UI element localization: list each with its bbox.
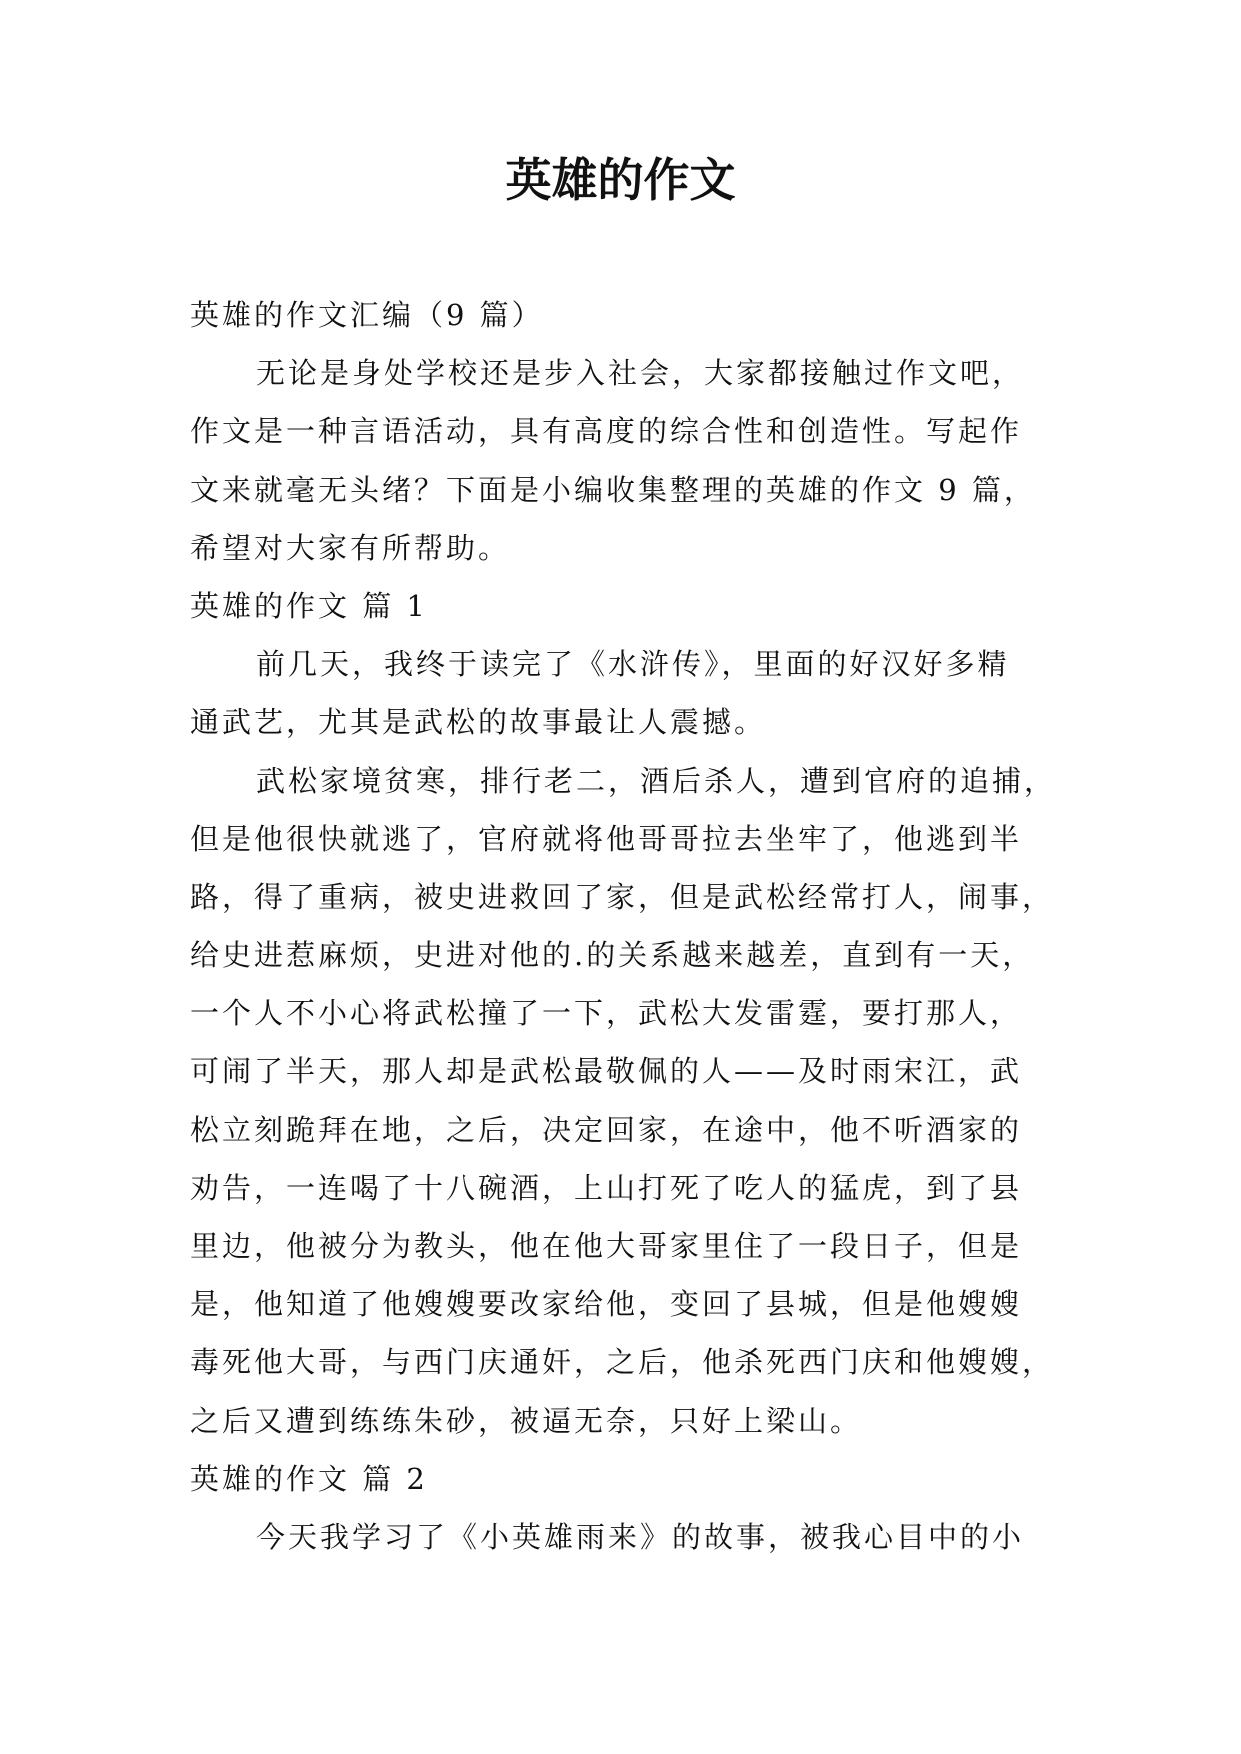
text-line: 一个人不小心将武松撞了一下，武松大发雷霆，要打那人， [190, 996, 1023, 1031]
text-line: 英雄的作文汇编（9 篇） [190, 298, 544, 332]
text-line: 松立刻跪拜在地，之后，决定回家，在途中，他不听酒家的 [190, 1112, 1023, 1147]
text-line: 文来就毫无头绪？下面是小编收集整理的英雄的作文 9 篇， [190, 472, 1036, 507]
text-line: 之后又遭到练练朱砂，被逼无奈，只好上梁山。 [190, 1403, 863, 1438]
text-line: 劝告，一连喝了十八碗酒，上山打死了吃人的猛虎，到了县 [190, 1170, 1023, 1205]
text-line: 路，得了重病，被史进救回了家，但是武松经常打人，闹事， [190, 879, 1055, 914]
text-line: 可闹了半天，那人却是武松最敬佩的人——及时雨宋江，武 [190, 1054, 1023, 1089]
text-line: 但是他很快就逃了，官府就将他哥哥拉去坐牢了，他逃到半 [190, 821, 1023, 856]
text-line: 给史进惹麻烦，史进对他的.的关系越来越差，直到有一天， [190, 938, 1035, 973]
text-line: 无论是身处学校还是步入社会，大家都接触过作文吧， [256, 356, 1025, 391]
text-line: 今天我学习了《小英雄雨来》的故事，被我心目中的小 [256, 1519, 1025, 1554]
text-line: 英雄的作文 篇 2 [190, 1461, 428, 1496]
text-line: 毒死他大哥，与西门庆通奸，之后，他杀死西门庆和他嫂嫂， [190, 1345, 1055, 1380]
text-line: 希望对大家有所帮助。 [190, 530, 511, 565]
document-body [190, 286, 1080, 1566]
text-line: 通武艺，尤其是武松的故事最让人震撼。 [190, 705, 767, 740]
text-line: 里边，他被分为教头，他在他大哥家里住了一段日子，但是 [190, 1229, 1023, 1263]
text-line: 是，他知道了他嫂嫂要改家给他，变回了县城，但是他嫂嫂 [190, 1287, 1023, 1322]
page-title: 英雄的作文 [505, 153, 736, 207]
text-line: 前几天，我终于读完了《水浒传》，里面的好汉好多精 [256, 647, 1010, 682]
text-line: 武松家境贫寒，排行老二，酒后杀人，遭到官府的追捕， [256, 763, 1057, 798]
text-line: 英雄的作文 篇 1 [190, 588, 428, 623]
text-line: 作文是一种言语活动，具有高度的综合性和创造性。写起作 [190, 414, 1023, 449]
